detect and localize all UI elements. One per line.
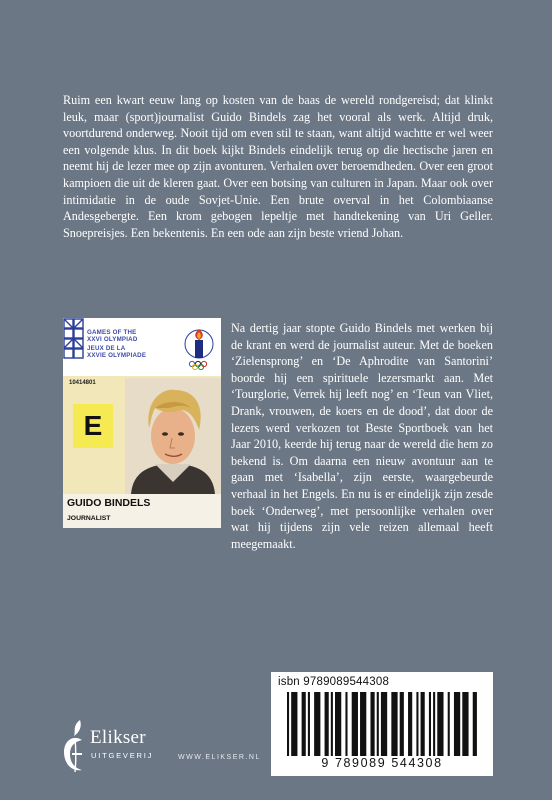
stylized-e-flame-logo-icon: [62, 718, 88, 774]
badge-title-line: XXVIE OLYMPIADE: [87, 352, 147, 359]
back-cover-blurb-intro: Ruim een kwart eeuw lang op kosten van de baas de wereld rondgereisd; dat klinkt leuk, maar (sport)journalist Guido Bindels zag het vooral als werk. Altijd druk, voortdurend onderweg. Nooit tijd om even stil te staan, want altijd wachtte er wel weer een volgende klus. In dit boek kijkt Bindels eindelijk terug op die hectische jaren en neemt hij de lezer mee op zijn avonturen. Verhalen over beroemdheden. Over een groot kampioen die uit de kleren gaat. Over een botsing van culturen in Japan. Maar ook over intimidatie in de oude Sovjet-Unie. Een brute overval in het Colombiaanse Andesgebergte. Een krom gebogen lepeltje met handtekening van Uri Geller. Snoepreisjes. Een bekentenis. En een ode aan zijn beste vriend Johan.: [63, 93, 493, 240]
portrait-photo: [125, 378, 221, 494]
badge-title-line: XXVI OLYMPIAD: [87, 336, 138, 343]
badge-title-line: JEUX DE LA: [87, 345, 126, 352]
badge-header: [63, 318, 221, 376]
badge-games-title: [87, 329, 179, 359]
badge-holder-role: JOURNALIST: [67, 515, 111, 522]
olympic-torch-emblem-icon: [181, 324, 217, 372]
barcode-digits: 9 789089 544308: [321, 756, 443, 770]
badge-body: [63, 376, 221, 494]
olympic-accreditation-badge: [63, 318, 221, 528]
badge-title-line: GAMES OF THE: [87, 329, 137, 336]
publisher-subtitle: UITGEVERIJ: [91, 751, 154, 760]
publisher-website[interactable]: WWW.ELIKSER.NL: [178, 754, 261, 761]
badge-grid-pattern-icon: [63, 318, 85, 362]
publisher-name: Elikser: [90, 727, 146, 748]
badge-footer: [63, 494, 221, 528]
badge-holder-name: GUIDO BINDELS: [67, 497, 151, 509]
back-cover-blurb-author: Na dertig jaar stopte Guido Bindels met werken bij de krant en werd de journalist auteur. Met de boeken ‘Zielensprong’ en ‘De Aphrodite van Santorini’ boorde hij een spirituele lezersmarkt aan. Met ‘Tourglorie, Verrek hij leeft nog’ en ‘Teun van Vliet, Drank, vrouwen, de koers en de dood’, dat door de lezers werd verkozen tot Beste Sportboek van het Jaar 2010, keerde hij terug naar de wereld die hem zo bekend is. Om daarna een nieuw avontuur aan te gaan met ‘Isabella’, zijn eerste, waargebeurde verhaal in het Engels. En nu is er eindelijk zijn zesde boek ‘Onderweg’, met persoonlijke verhalen over wat hij tijdens zijn vele reizen allemaal heeft meegemaakt.: [231, 321, 493, 551]
badge-category-letter: E: [73, 404, 113, 448]
isbn-label: isbn 9789089544308: [278, 676, 390, 688]
badge-id-number: 10414801: [69, 380, 96, 386]
barcode-icon: [283, 692, 483, 756]
isbn-barcode: [271, 672, 493, 776]
